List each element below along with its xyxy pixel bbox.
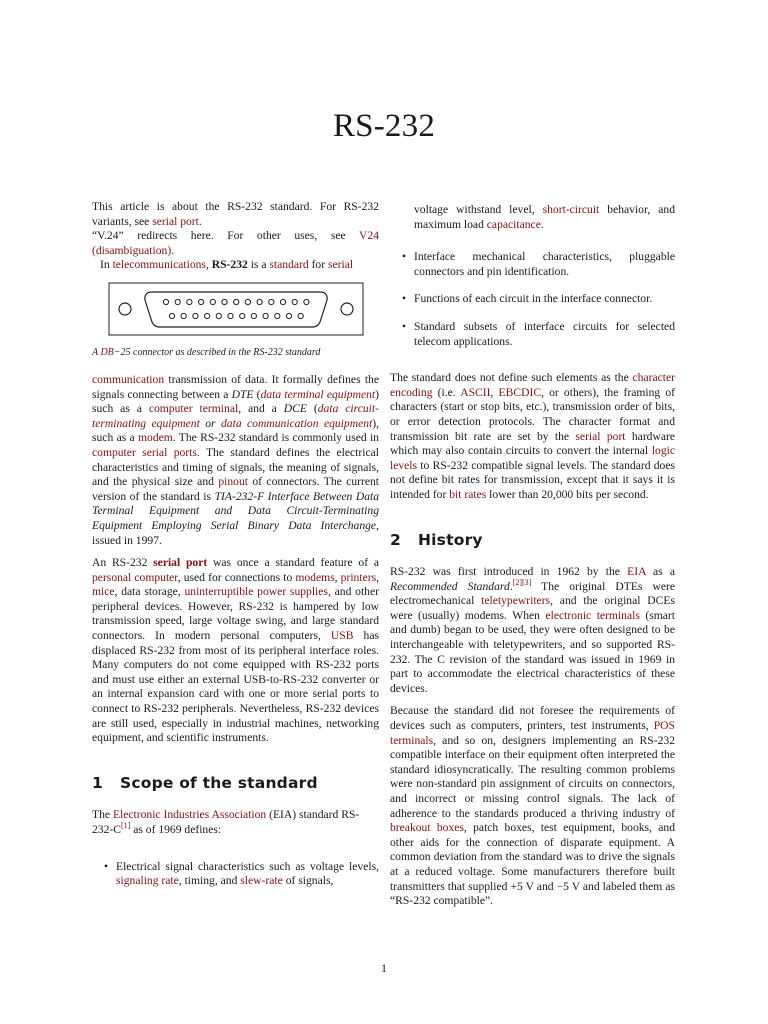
- text: Because the standard did not foresee the requirements of devices such as computers, printers, test instruments,: [390, 704, 675, 733]
- link-v24[interactable]: V24 (disambiguation): [92, 229, 379, 257]
- text: of connectors. The current version of the standard is: [92, 475, 380, 503]
- text: (i.e.: [432, 385, 461, 399]
- link-usb[interactable]: USB: [330, 629, 354, 643]
- link-ascii[interactable]: ASCII: [460, 385, 491, 399]
- list-item: [92, 860, 379, 889]
- link-slew-rate[interactable]: slew-rate: [240, 874, 283, 888]
- connector-pin: [198, 299, 203, 304]
- text: , timing, and: [178, 874, 241, 888]
- connector-pin: [204, 313, 209, 318]
- link-modems[interactable]: modems: [295, 570, 335, 584]
- text: The: [92, 808, 113, 822]
- connector-pin: [186, 299, 191, 304]
- db25-connector-figure: [92, 282, 379, 336]
- section-title: History: [418, 530, 483, 549]
- link-short-circuit[interactable]: short-circuit: [542, 203, 600, 216]
- connector-pin: [233, 299, 238, 304]
- text: lower than 20,000 bits per second.: [486, 487, 649, 501]
- text: voltage withstand level,: [414, 203, 543, 216]
- link-serial-port-bold[interactable]: serial port: [153, 556, 208, 570]
- link-capacitance[interactable]: capacitance: [486, 217, 541, 231]
- bullet-icon: •: [402, 319, 407, 333]
- connector-pin: [221, 299, 226, 304]
- text: behavior, and maximum load: [414, 203, 675, 231]
- link-personal-computer[interactable]: personal computer: [92, 570, 178, 584]
- text: (smart and dumb) began to be used, they were often designed to be interchangeable with teletypewriters, and so supported RS-232. The C revision of the standard was issued in 1969 in part to accommodate the electrical characteristics of these devices.: [390, 608, 675, 695]
- text: .: [198, 214, 202, 228]
- text: ), such as a: [92, 416, 380, 445]
- text: , used for connections to: [177, 570, 296, 584]
- text: or: [199, 416, 221, 430]
- link-printers[interactable]: printers: [340, 570, 377, 584]
- text: to RS-232 compatible signal levels. The standard does not define bit rates for transmission, except that it says it is intended for: [390, 458, 675, 501]
- text: “V.24” redirects here. For other uses, see: [92, 229, 360, 243]
- connector-pin: [298, 313, 303, 318]
- hatnote-v24: [92, 229, 379, 258]
- link-data-circuit-terminating-equipment[interactable]: data circuit-terminating equipment: [92, 402, 379, 430]
- text: The original DTEs were electromechanical: [390, 579, 675, 608]
- text: has displaced RS-232 from most of its peripheral interface roles. Many computers do not come equipped with RS-232 ports and must use either an external USB-to-RS-232 converter or an internal expansion card with one or more serial ports to connect to RS-232 peripherals. Nevertheless, RS-232 devices are still used, especially in industrial machines, networking equipment, and scientific instruments.: [92, 629, 379, 745]
- hatnote-serial-port: [92, 200, 379, 229]
- history-paragraph-1: [390, 565, 675, 696]
- link-ebcdic[interactable]: EBCDIC: [498, 385, 542, 399]
- scope-paragraph: [92, 808, 379, 837]
- link-serial-port[interactable]: serial port: [152, 214, 199, 228]
- link-bit-rates[interactable]: bit rates: [449, 487, 487, 501]
- link-electronic-terminals[interactable]: electronic terminals: [545, 608, 640, 622]
- text: as of 1969 defines:: [130, 823, 222, 836]
- text: (: [253, 387, 261, 401]
- text: . The standard defines the electrical characteristics and timing of signals, the meaning of signals, and the physical size and: [92, 445, 380, 489]
- section-heading-history: [390, 530, 675, 549]
- list-item: [390, 250, 675, 279]
- link-communication[interactable]: communication: [92, 372, 165, 386]
- left-column: [92, 200, 379, 902]
- connector-pin: [239, 313, 244, 318]
- text: is a: [247, 258, 270, 272]
- connector-pin: [181, 313, 186, 318]
- citation-2-3[interactable]: [2][3]: [512, 577, 532, 587]
- link-character-encoding[interactable]: character encoding: [390, 371, 675, 399]
- text: .: [540, 217, 544, 231]
- text: , patch boxes, test equipment, books, and other aids for the connection of disparate equipment. A common deviation from the standard was to drive the signals at a reduced voltage. Some manufacturers therefore built transmitters that supplied +5 V and −5 V and labeled them as “RS-232 compatible”.: [390, 821, 675, 908]
- right-column: [390, 203, 675, 917]
- text: of signals,: [282, 874, 334, 888]
- figure-caption: [92, 346, 379, 359]
- text: , data storage,: [114, 585, 185, 599]
- text: ,: [334, 570, 341, 584]
- text: , or others), the framing of characters (start or stop bits, etc.), transmission order of bits, or error detection protocols. The character format and transmission bit rate are set by the: [390, 385, 676, 443]
- text: hardware which may also contain circuits to convert the internal: [390, 429, 675, 458]
- text: Interface mechanical characteristics, pluggable connectors and pin identification.: [414, 250, 675, 278]
- page-number: 1: [381, 961, 387, 975]
- connector-pin: [192, 313, 197, 318]
- text: In: [100, 258, 113, 272]
- link-breakout-boxes[interactable]: breakout boxes: [390, 821, 464, 835]
- link-pos-terminals[interactable]: POS terminals: [390, 719, 675, 747]
- link-standard[interactable]: standard: [269, 258, 309, 272]
- define-paragraph: [390, 371, 675, 502]
- link-data-communication-equipment[interactable]: data communication equipment: [221, 416, 373, 430]
- text: , and the original DCEs were (usually) modems. When: [390, 594, 675, 622]
- connector-pin: [292, 299, 297, 304]
- link-computer-terminal[interactable]: computer terminal: [148, 402, 239, 416]
- page-title: RS-232: [332, 108, 436, 144]
- link-computer-serial-ports[interactable]: computer serial ports: [92, 445, 197, 459]
- section-title: Scope of the standard: [120, 773, 318, 792]
- section-heading-scope: [92, 773, 379, 792]
- connector-pin: [169, 313, 174, 318]
- connector-pin: [163, 299, 168, 304]
- connector-pin: [274, 313, 279, 318]
- link-ups[interactable]: uninterruptible power supplies: [184, 585, 328, 599]
- text: −25 connector as described in the RS-232 standard: [113, 346, 321, 358]
- text: The standard does not define such elements as the: [390, 371, 633, 385]
- text: Functions of each circuit in the interface connector.: [414, 292, 653, 306]
- link-logic-levels[interactable]: logic levels: [390, 444, 675, 472]
- link-modem[interactable]: modem: [138, 431, 173, 445]
- list-item: [390, 292, 675, 307]
- connector-pin: [263, 313, 268, 318]
- link-mice[interactable]: mice: [92, 585, 115, 599]
- term-dte: DTE: [231, 387, 254, 401]
- text: , and other peripheral devices. However, RS-232 is hampered by low transmission speed, large voltage swing, and large standard connectors. In modern personal computers,: [92, 585, 379, 643]
- term-rs232: RS-232: [211, 258, 248, 272]
- intro-start: [92, 258, 379, 273]
- text: An RS-232: [92, 556, 154, 570]
- scope-list: [92, 860, 379, 889]
- text: RS-232 was first introduced in 1962 by the: [390, 565, 628, 579]
- text: Electrical signal characteristics such as voltage levels,: [116, 859, 379, 873]
- text: was once a standard feature of a: [207, 556, 379, 570]
- link-signaling-rate[interactable]: signaling rate: [116, 874, 179, 888]
- serial-port-paragraph: [92, 556, 379, 746]
- text: ,: [490, 385, 499, 399]
- text: This article is about the RS-232 standard. For RS-232 variants, see: [92, 200, 379, 228]
- list-item: [390, 203, 675, 232]
- text: for: [308, 258, 328, 272]
- text: ,: [205, 258, 212, 272]
- connector-pin: [210, 299, 215, 304]
- connector-pin: [245, 299, 250, 304]
- link-teletypewriters[interactable]: teletypewriters: [481, 594, 551, 608]
- connector-pin: [175, 299, 180, 304]
- link-serial-port[interactable]: serial port: [575, 429, 626, 443]
- text: as a: [645, 565, 675, 579]
- connector-pin: [257, 299, 262, 304]
- link-data-terminal-equipment[interactable]: data terminal equipment: [260, 387, 376, 401]
- citation-1[interactable]: [1]: [120, 821, 131, 831]
- term-dce: DCE: [283, 402, 307, 416]
- link-telecommunications[interactable]: telecommunications: [112, 258, 206, 272]
- scope-list-continued: [390, 203, 675, 349]
- section-number: 1: [92, 773, 103, 792]
- text: (EIA) standard RS-232-C: [92, 808, 360, 836]
- link-eia[interactable]: EIA: [627, 565, 646, 579]
- connector-pin: [251, 313, 256, 318]
- text: , issued in 1997.: [92, 518, 379, 547]
- standard-full-title: TIA-232-F Interface Between Data Terminal Equipment and Data Circuit-Terminating Equipment Employing Serial Binary Data Interchange: [92, 489, 380, 532]
- text: ,: [376, 570, 379, 584]
- connector-pin: [216, 313, 221, 318]
- link-db[interactable]: DB: [100, 346, 114, 358]
- connector-pin: [286, 313, 291, 318]
- link-serial[interactable]: serial: [328, 258, 354, 272]
- text: Standard subsets of interface circuits for selected telecom applications.: [414, 319, 675, 348]
- text: , and so on, designers implementing an RS-232 compatible interface on their equipment often interpreted the standard idiosyncratically. The resulting common problems were non-standard pin assignment of circuits on connectors, and incorrect or missing control signals. The lack of adherence to the standards produced a thriving industry of: [390, 733, 675, 820]
- connector-pin: [303, 299, 308, 304]
- bullet-icon: •: [402, 292, 407, 306]
- text: A: [92, 346, 101, 358]
- text: . The RS-232 standard is commonly used in: [172, 431, 379, 445]
- bullet-icon: •: [104, 859, 109, 873]
- text: , and a: [238, 402, 284, 416]
- bullet-icon: •: [402, 250, 407, 264]
- db25-connector-icon: [108, 282, 364, 336]
- connector-pin: [227, 313, 232, 318]
- history-paragraph-2: [390, 704, 675, 908]
- link-eia[interactable]: Electronic Industries Association: [112, 808, 267, 822]
- text: transmission of data. It formally defines the signals connecting between a: [92, 372, 379, 401]
- section-number: 2: [390, 530, 401, 549]
- link-pinout[interactable]: pinout: [218, 475, 248, 489]
- text: ) such as a: [92, 387, 380, 416]
- intro-paragraph: [92, 373, 379, 548]
- connector-pin: [268, 299, 273, 304]
- text: .: [509, 579, 513, 593]
- text: (: [306, 402, 318, 416]
- list-item: [390, 320, 675, 349]
- term-recommended-standard: Recommended Standard: [390, 579, 510, 593]
- connector-pin: [280, 299, 285, 304]
- text: .: [171, 243, 175, 257]
